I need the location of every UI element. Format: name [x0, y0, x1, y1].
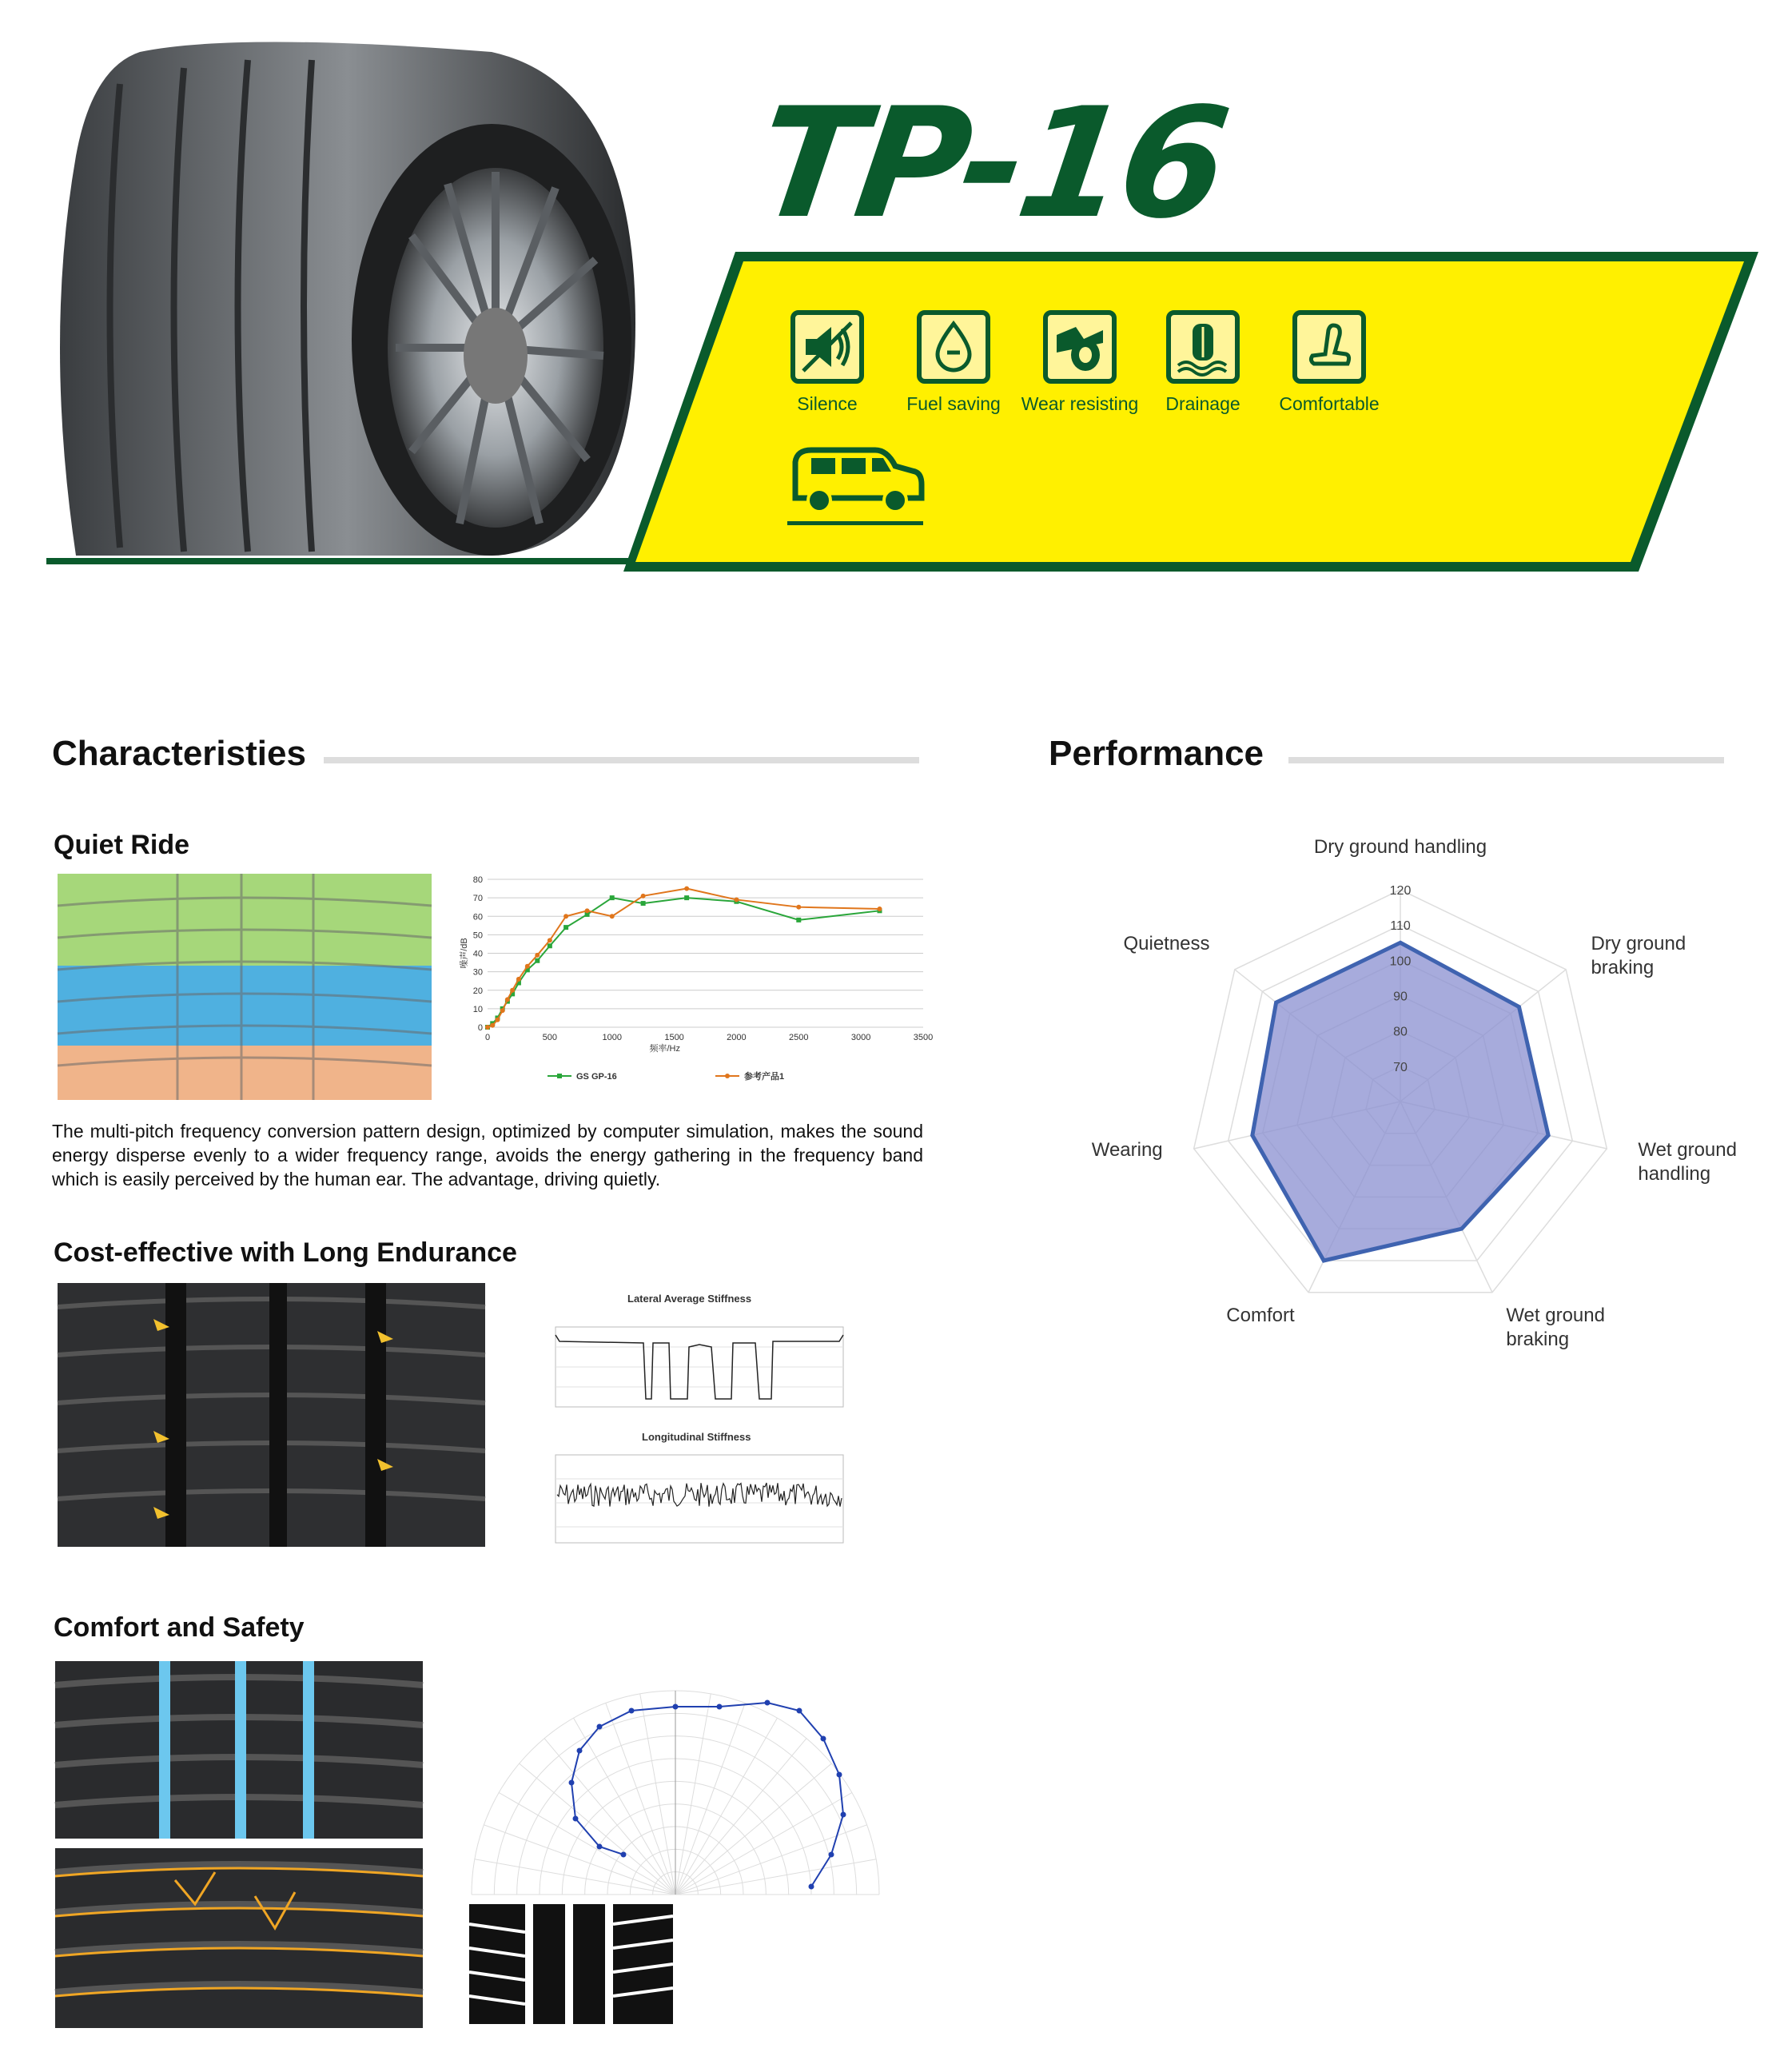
data-point [548, 938, 552, 942]
section-divider [1288, 757, 1724, 763]
feature-comfortable [1269, 310, 1389, 415]
friction-point [829, 1852, 834, 1858]
friction-point [597, 1724, 603, 1730]
series-line [488, 898, 880, 1027]
data-point [796, 918, 801, 922]
friction-point [597, 1844, 603, 1850]
radar-axis-label: Dry ground braking [1591, 932, 1686, 978]
data-point [490, 1023, 495, 1028]
friction-curve [571, 1703, 843, 1887]
feature-label: Wear resisting [1021, 393, 1139, 414]
y-tick-label: 10 [472, 1004, 483, 1014]
radar-tick-label: 110 [1390, 919, 1411, 934]
y-axis-label: 噪声/dB [460, 938, 469, 969]
comfort-tread-image-top [55, 1661, 423, 1839]
radar-axis-label: Quietness [1123, 932, 1210, 954]
data-point [610, 914, 615, 918]
feature-drainage [1143, 310, 1263, 415]
data-point [510, 988, 515, 993]
data-point [485, 1025, 490, 1030]
radar-axis-label: Wet ground braking [1506, 1304, 1605, 1350]
x-tick-label: 0 [484, 1033, 491, 1042]
x-tick-label: 2000 [727, 1033, 747, 1042]
data-point [500, 1008, 505, 1013]
x-tick-label: 500 [542, 1033, 558, 1042]
y-tick-label: 40 [472, 949, 483, 959]
endurance-title: Cost-effective with Long Endurance [54, 1237, 517, 1268]
friction-point [569, 1780, 575, 1786]
y-tick-label: 30 [472, 967, 483, 978]
fuel-drop-icon [917, 310, 990, 384]
radar-tick-label: 90 [1393, 990, 1408, 1004]
endurance-tread-image [58, 1283, 485, 1547]
x-tick-label: 3000 [850, 1033, 871, 1042]
noise-frequency-chart [444, 870, 935, 1102]
suv-car-icon [787, 438, 923, 526]
data-point [516, 977, 521, 982]
friction-point [577, 1748, 583, 1754]
series-line [488, 889, 880, 1027]
comfort-tread-image-bottom [55, 1848, 423, 2028]
friction-point [629, 1708, 635, 1714]
friction-point [809, 1884, 814, 1890]
seat-icon [1292, 310, 1366, 384]
drainage-icon [1166, 310, 1240, 384]
radar-axis-label: Dry ground handling [1313, 836, 1487, 858]
lateral-stiffness-title: Lateral Average Stiffness [627, 1293, 752, 1305]
data-point [641, 901, 646, 906]
data-point [563, 914, 568, 918]
friction-point [765, 1700, 771, 1706]
data-point [796, 905, 801, 910]
data-point [505, 997, 510, 1002]
radar-tick-label: 120 [1389, 884, 1412, 898]
friction-point [621, 1852, 627, 1858]
feature-label: Silence [797, 393, 858, 414]
speaker-mute-icon [790, 310, 864, 384]
lateral-stiffness-chart [532, 1311, 867, 1423]
friction-point [797, 1708, 802, 1714]
feature-wear-resisting [1020, 310, 1140, 415]
y-tick-label: 60 [472, 912, 483, 922]
feature-fuel-saving [894, 310, 1013, 415]
x-axis-label: 频率/Hz [649, 1044, 680, 1054]
friction-point [573, 1816, 579, 1822]
friction-point [717, 1704, 723, 1710]
legend-marker [725, 1074, 730, 1078]
y-tick-label: 50 [472, 930, 483, 941]
y-tick-label: 70 [472, 894, 483, 904]
data-point [641, 894, 646, 899]
radar-tick-label: 80 [1393, 1025, 1408, 1039]
section-title-performance: Performance [1049, 734, 1264, 773]
data-point [610, 895, 615, 900]
radar-axis-label: Wet ground handling [1638, 1138, 1737, 1185]
longitudinal-stiffness-chart [532, 1447, 867, 1559]
model-title: TP-16 [747, 75, 1235, 252]
radar-axis-label: Wearing [1091, 1138, 1163, 1161]
feature-silence [767, 310, 887, 415]
data-point [548, 943, 552, 948]
data-point [684, 895, 689, 900]
y-tick-label: 0 [477, 1023, 483, 1033]
legend-label: 参考产品1 [744, 1072, 785, 1082]
feature-label: Drainage [1165, 393, 1240, 414]
data-point [684, 887, 689, 891]
x-tick-label: 2500 [789, 1033, 809, 1042]
legend-marker [557, 1074, 562, 1078]
comfort-safety-title: Comfort and Safety [54, 1612, 305, 1643]
tire-image [44, 36, 635, 564]
data-point [563, 925, 568, 930]
section-divider [324, 757, 919, 763]
friction-point [673, 1704, 679, 1710]
feature-label: Comfortable [1279, 393, 1380, 414]
radar-axis-label: Comfort [1226, 1304, 1295, 1326]
radar-tick-label: 70 [1393, 1060, 1408, 1074]
friction-point [821, 1736, 826, 1742]
quiet-ride-tread-image [58, 874, 432, 1100]
quiet-ride-title: Quiet Ride [54, 830, 190, 860]
x-tick-label: 3500 [913, 1033, 934, 1042]
longitudinal-stiffness-title: Longitudinal Stiffness [642, 1431, 751, 1443]
y-tick-label: 20 [472, 986, 483, 996]
friction-polar-chart [448, 1655, 895, 1895]
section-title-characteristics: Characteristies [52, 734, 306, 773]
legend-label: GS GP-16 [576, 1072, 617, 1082]
wear-tire-icon [1043, 310, 1117, 384]
performance-radar-chart [1091, 836, 1742, 1359]
friction-point [837, 1772, 842, 1778]
y-tick-label: 80 [472, 875, 483, 885]
data-point [878, 906, 882, 911]
friction-point [841, 1812, 846, 1818]
quiet-ride-description: The multi-pitch frequency conversion pattern design, optimized by computer simulation, makes the sound energy disperse evenly to a wider frequency range, avoids the energy gathering in the frequency band which is easily perceived by the human ear. The advantage, driving quietly. [52, 1121, 923, 1189]
feature-label: Fuel saving [906, 393, 1001, 414]
x-tick-label: 1000 [602, 1033, 622, 1042]
tire-footprint-image [465, 1900, 681, 2028]
data-point [734, 897, 739, 902]
data-point [585, 908, 590, 913]
x-tick-label: 1500 [664, 1033, 684, 1042]
data-point [535, 958, 540, 963]
data-point [535, 953, 540, 958]
radar-tick-label: 100 [1389, 954, 1412, 969]
data-point [525, 964, 530, 969]
data-point [495, 1018, 500, 1022]
